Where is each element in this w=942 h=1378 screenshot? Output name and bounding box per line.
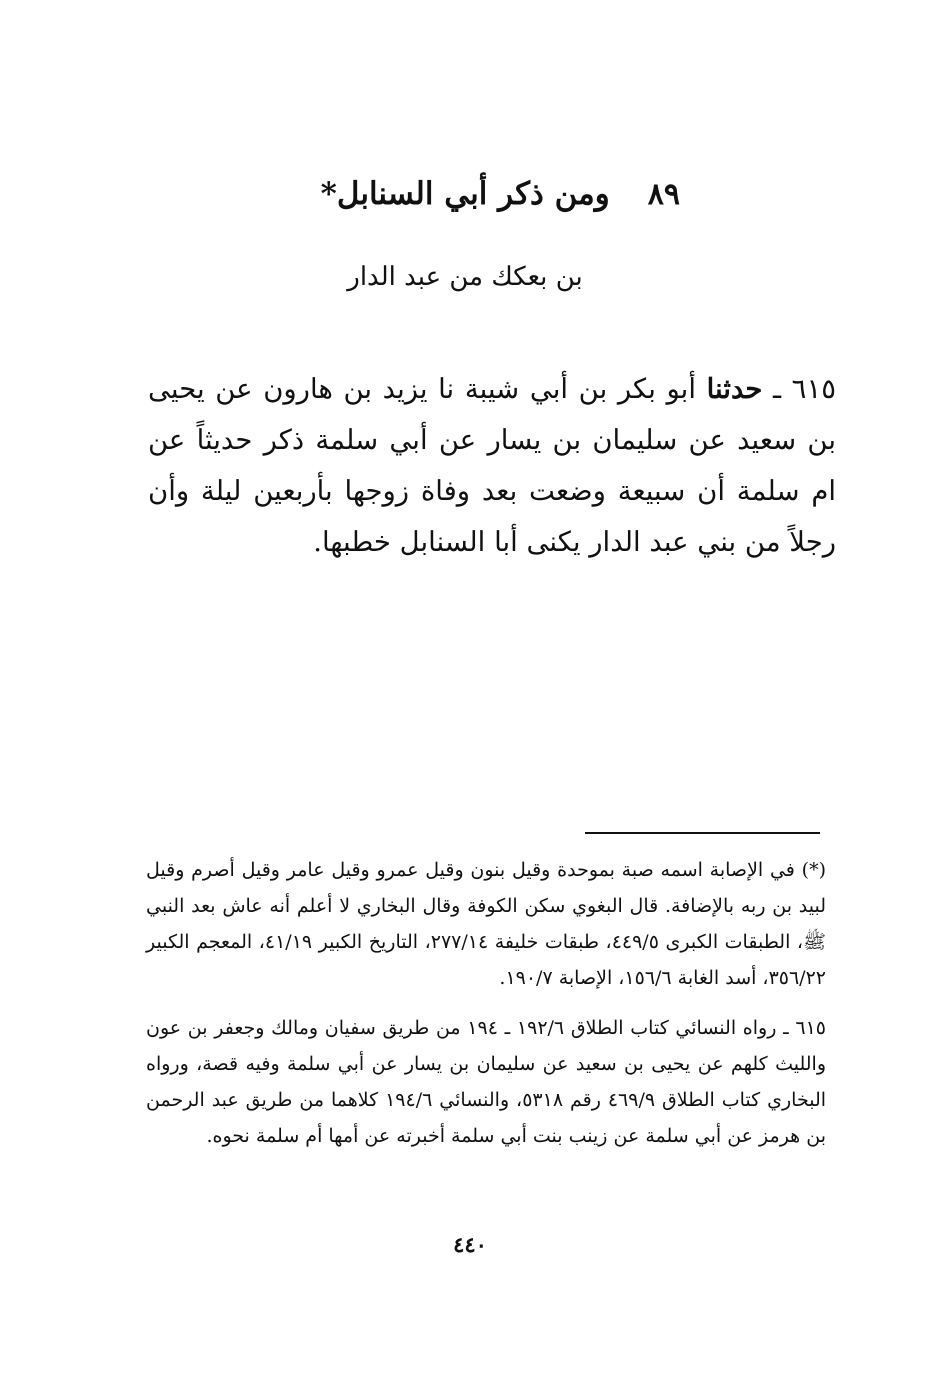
page-number: ٤٤٠ [453, 1232, 487, 1257]
footnote-takhrij: ٦١٥ ـ رواه النسائي كتاب الطلاق ١٩٢/٦ ـ ١٩٤ من طريق سفيان ومالك وجعفر بن عون والليث كلهم عن يحيى بن سعيد عن سليمان بن يسار عن أبي سلمة وفيه قصة، ورواه البخاري كتاب الطلاق ٤٦٩/٩ رقم ٥٣١٨، والنسائي ١٩٤/٦ كلاهما من طريق عبد الرحمن بن هرمز عن أبي سلمة عن زينب بنت أبي سلمة أخبرته عن أمها أم سلمة نحوه. [146, 1017, 827, 1147]
hadith-body: أبو بكر بن أبي شيبة نا يزيد بن هارون عن يحيى بن سعيد عن سليمان بن يسار عن أبي سلمة ذكر حديثاً عن ام سلمة أن سبيعة وضعت بعد وفاة زوجها بأربعين ليلة وأن رجلاً من بني عبد الدار يكنى أبا السنابل خطبها. [148, 373, 836, 558]
hadith-text-block [148, 364, 836, 568]
section-number: ٨٩ [647, 176, 680, 212]
hadith-number: ٦١٥ ـ [773, 373, 836, 405]
hadith-lead-word: حدثنا [706, 373, 763, 405]
section-heading [300, 168, 680, 220]
section-title: ومن ذكر أبي السنابل* [320, 176, 610, 212]
footnote-biography: (*) في الإصابة اسمه صبة بموحدة وقيل بنون وقيل عمرو وقيل عامر وقيل أصرم وقيل لبيد بن ربه بالإضافة. قال البغوي سكن الكوفة وقال البخاري لا أعلم أنه عاش بعد النبي ﷺ، الطبقات الكبرى ٤٤٩/٥، طبقات خليفة ٢٧٧/١٤، التاريخ الكبير ٤١/١٩، المعجم الكبير ٣٥٦/٢٢، أسد الغابة ١٥٦/٦، الإصابة ١٩٠/٧. [146, 859, 826, 989]
section-subtitle: بن بعكك من عبد الدار [347, 262, 583, 292]
footnote-separator [585, 832, 820, 834]
